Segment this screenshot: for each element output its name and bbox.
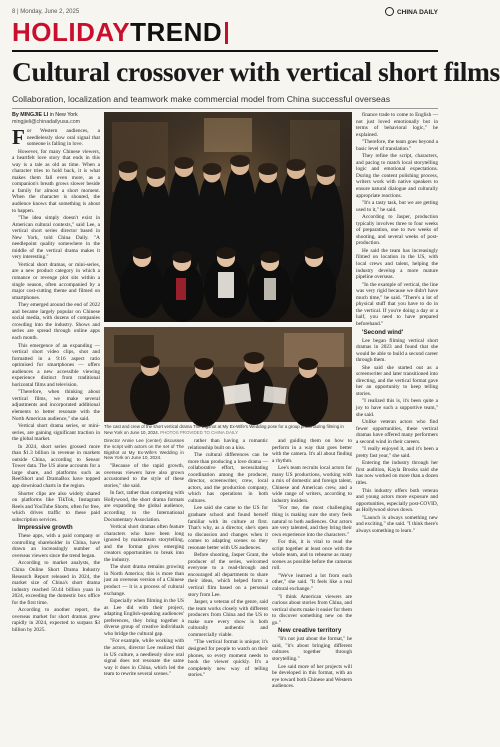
article-column-5 [356, 112, 438, 740]
publication-label: CHINA DAILY [396, 9, 438, 16]
paragraph: or Western audiences, a needlelessly slow oral signal that someone is falling in love. [26, 128, 100, 148]
paragraph: Shorter clips are also widely shared on platforms like TikTok, Instagram Reels and YouTube Shorts, often for free, which drives traffic to these paid subscription services. [12, 490, 100, 523]
section-title [12, 17, 228, 48]
paragraph: Lee began filming vertical short dramas in 2023 and found that she would be able to build a second career through them. [356, 337, 438, 364]
subhead-rule [12, 108, 438, 109]
paragraph: The short drama remains growing in North America; this is more than just an overseas version of a Chinese product — it is a process of cultural exchange. [104, 564, 184, 597]
paragraph: In 2024, short series grossed more than $1.3 billion in revenue in markets outside China, according to Sensor Tower data. The US alone accounts for a large share, and platforms such as ReelShort and DramaBox have topped app download charts in the region. [12, 443, 100, 489]
column-4b-body [272, 636, 352, 689]
article-column-1 [12, 112, 100, 740]
paragraph: Especially when filming in the US as Lee did with their project, adapting English-speaking audiences' preferences, they bring together a diverse group of creative individuals who bridge the cultural gap. [104, 598, 184, 637]
column-1b-body [12, 533, 100, 633]
paragraph: "For me, the most challenging thing is making sure the story feels natural to both audiences. Our actors are very talented, and they bring their own experience into the characters." [272, 505, 352, 538]
paragraph: "Launch is always something new and exciting," she said. "I think there's always something to learn." [356, 514, 438, 534]
paragraph: "I think American viewers are curious about stories from China, and vertical shorts make it easier for them to discover something new on the go." [272, 593, 353, 626]
director-photo-image [104, 327, 352, 422]
paragraph: "The vertical format is unique; it's designed for people to watch on their phones, so every moment needs to hook the viewer quickly. It's a completely new way of telling stories." [188, 639, 268, 679]
byline [12, 112, 100, 125]
article-column-3 [188, 438, 268, 740]
photo-caption [104, 424, 352, 435]
paragraph: "For example, while working with the actors, director Lee realized that in US culture, a needlessly slow oral signal does not resonate the same way it does in China, which led the team to rewrite several scenes." [104, 638, 184, 678]
paragraph: Jasper, a veteran of the genre, said the team works closely with different producers from China and the US to make sure every show is both culturally authentic and commercially viable. [188, 599, 268, 638]
paragraph: They emerged around the end of 2022 and became largely popular on Chinese social media, with dozens of companies crowding into the industry. Shows and series are spread through online apps each month. [12, 302, 100, 341]
column-5b-body [356, 338, 438, 535]
article-column-2 [104, 438, 184, 740]
paragraph: Lee's team recruits local actors for many US productions, working with a mix of domestic and foreign talent, Chinese and American crew, and a wide range of writers, according to industry insiders. [272, 465, 352, 504]
paragraph: and guiding them on how to perform in a way that goes better with the camera. It's all about finding a rhythm. [272, 438, 352, 464]
article-column-4 [272, 438, 352, 740]
paragraph: This emergence of an expanding — vertical short video clips, shot and formatted in a 9:16 aspect ratio optimised for smartphones — offers audiences a new accessible viewing experience distinct from traditional horizontal films and television. [12, 342, 100, 388]
paragraph: rather than having a romantic relationship built on a kiss. [188, 438, 268, 451]
header-rule [12, 50, 438, 52]
column-4-body [272, 438, 352, 626]
paragraph: Lee said she came to the US for graduate school and found herself familiar with its culture at first. That's why, as a director, she's open to discussion and changes when it comes to adapting scenes so they resonate better with US audiences. [188, 505, 268, 551]
paragraph: She said she started out as a screenwriter and later transitioned into directing, and the vertical format gave her an opportunity to keep telling stories. [356, 364, 438, 397]
subhead-growth: Impressive growth [18, 524, 73, 532]
paragraph: "I really enjoyed it, and it's been a pretty fast year," she said. [356, 446, 438, 459]
drop-cap: F [12, 125, 25, 149]
paragraph: "We've learned a lot from each other," she said. "It feels like a real cultural exchange." [272, 572, 352, 593]
paragraph: "Therefore, the team goes beyond a basic level of translation." [356, 139, 438, 152]
paragraph: According to market analysts, the China Online Short Drama Industry Research Report released in 2024, the market size of China's short drama industry reached 50.44 billion yuan in 2024, exceeding the domestic box office for the first time. [12, 560, 100, 606]
paragraph: He said the team has increasingly filmed on location in the US, with local crews and talent, helping the industry develop a more mature pipeline overseas. [356, 247, 438, 281]
group-photo-caption: The cast and crew of the short vertical drama The Bigshot at My Ex-Wife's Wedding pose for a group photo during filming in New York on June 10, 2024. [104, 424, 344, 435]
paragraph: Vertical short drama series, or mini-series, are gaining significant traction in the global market. [12, 423, 100, 443]
section-name-black: TREND [130, 17, 223, 47]
paragraph: In fact, rather than competing with Hollywood, the short drama formats are expanding the global audience, according to the International Documentary Association. [104, 490, 184, 523]
section-bar [225, 22, 228, 44]
logo-icon [385, 7, 394, 16]
byline-email: mingjieli@chinadailyusa.com [12, 118, 81, 125]
inset-caption: Director Annie Lee (center) discusses the script with actors on the set of The Bigshot at My Ex-Wife's Wedding in New York on June 10, 2024. [104, 438, 184, 461]
column-3-body [188, 438, 268, 679]
group-photo-image [104, 112, 352, 322]
paragraph: "It's a tasty task, but we are getting used to it," he said. [356, 200, 438, 213]
photo-credit: PHOTOS PROVIDED TO CHINA DAILY [160, 429, 239, 435]
byline-name: By MINGJIE LI [12, 112, 49, 118]
paragraph: Entering the industry through her first audition, Kayla Brooks said she has now worked on more than a dozen titles. [356, 460, 438, 486]
paragraph: "I realized this is, it's been quite a joy to have such a supportive team," she said. [356, 398, 438, 418]
paragraph: Vertical short dramas often feature characters who have been long ignored by mainstream storytelling, and the format gives emerging creators opportunities to break into the industry. [104, 524, 184, 563]
paragraph: Lee said more of her projects will be developed in this format, with an eye toward both Chinese and Western audiences. [272, 663, 352, 690]
paragraph: Vertical short dramas, or mini-series, are a new product category in which a romance or revenge plot sits within a single season, often accompanied by a major cost-cutting theme and filmed on smartphones. [12, 261, 100, 301]
subhead-second-wind: 'Second wind' [362, 328, 404, 336]
paragraph: "It's not just about the format," he said, "it's about bringing different cultures together through storytelling." [272, 636, 352, 662]
paragraph: According to another report, the overseas market for short dramas grew rapidly in 2024, expected to surpass $3 billion by 2025. [12, 607, 100, 633]
byline-location: in New York [49, 112, 78, 118]
subheadline: Collaboration, localization and teamwork make commercial model from China successful overseas [12, 94, 391, 104]
paragraph: Unlike veteran actors who find fewer opportunities, these vertical dramas have offered many performers a second wind in their careers. [356, 419, 438, 445]
paragraph: "The idea simply doesn't exist in American cultural contexts," said Lee, a vertical short series director based in New York, told China Daily. "A needlepoint quality somewhere in the middle of the vertical drama makes it very interesting." [12, 215, 100, 261]
paragraph: "In the example of vertical, the line was very rigid because we didn't have much time," he said. "There's a lot of physical stuff that you have to do in the vertical. If you're doing a day or a half, you need to have prepared beforehand." [356, 281, 438, 327]
paragraph: However, for many Chinese viewers, a heartfelt love story that ends in this way is a tale as old as time. When a character tries to hold back, it is what makes them fall even more, as a companion's breath grows slower beside a family for almost a short moment. When the character is shouted, the audience knows that something is about to happen. [12, 148, 100, 214]
section-name-red: HOLIDAY [12, 17, 131, 47]
paragraph: finance trade to come to English — not just loved emotionally but in terms of behavioral logic," he explained. [356, 112, 438, 138]
paragraph: "Because of the rapid growth, overseas viewers have also grown accustomed to the style of these stories," she said. [104, 463, 184, 489]
group-photo [104, 112, 352, 322]
paragraph: They refine the script, characters, and pacing to match local storytelling logic and emotional expectations. During the content polishing process, writers work with native speakers to ensure natural dialogue and culturally appropriate reactions. [356, 153, 438, 199]
column-5-body [356, 112, 438, 328]
column-2-body [104, 463, 184, 678]
paragraph: This industry offers both veteran and young actors more exposure and opportunities, especially post-COVID, as Hollywood slows down. [356, 487, 438, 514]
paragraph: These apps, with a paid company or controlling shareholder in China, have drawn an increasingly number of overseas viewers since the trend began. [12, 533, 100, 559]
page-date: 8 | Monday, June 2, 2025 [12, 9, 80, 15]
column-1-body [12, 125, 100, 523]
publication-name [385, 7, 438, 16]
paragraph: For this, it is vital to read the script together at least once with the whole team, and to rehearse as many scenes as possible before the cameras roll. [272, 539, 352, 572]
headline: Cultural crossover with vertical short films [12, 56, 500, 87]
director-photo [104, 327, 352, 422]
paragraph: "Therefore, when thinking about vertical films, we make several adjustments and incorporated additional elements to better resonate with the North American audience," she said. [12, 389, 100, 422]
subhead-new-creative: New creative territory [278, 627, 342, 635]
paragraph: According to Jasper, production typically involves three to four weeks of preparation, one to two weeks of shooting, and several weeks of post-production. [356, 214, 438, 247]
paragraph: The cultural differences can be more than producing a love drama — collaborative effort, necessitating coordination among the producer, director, screenwriter, crew, local actors, and the production company, which has operations in both cultures. [188, 452, 268, 504]
paragraph: Before shooting, Jasper Grant, the producer of the series, welcomed everyone to a read-through and encouraged all departments to share their ideas, which helped form a vertical film based on a personal story from Lee. [188, 552, 268, 598]
